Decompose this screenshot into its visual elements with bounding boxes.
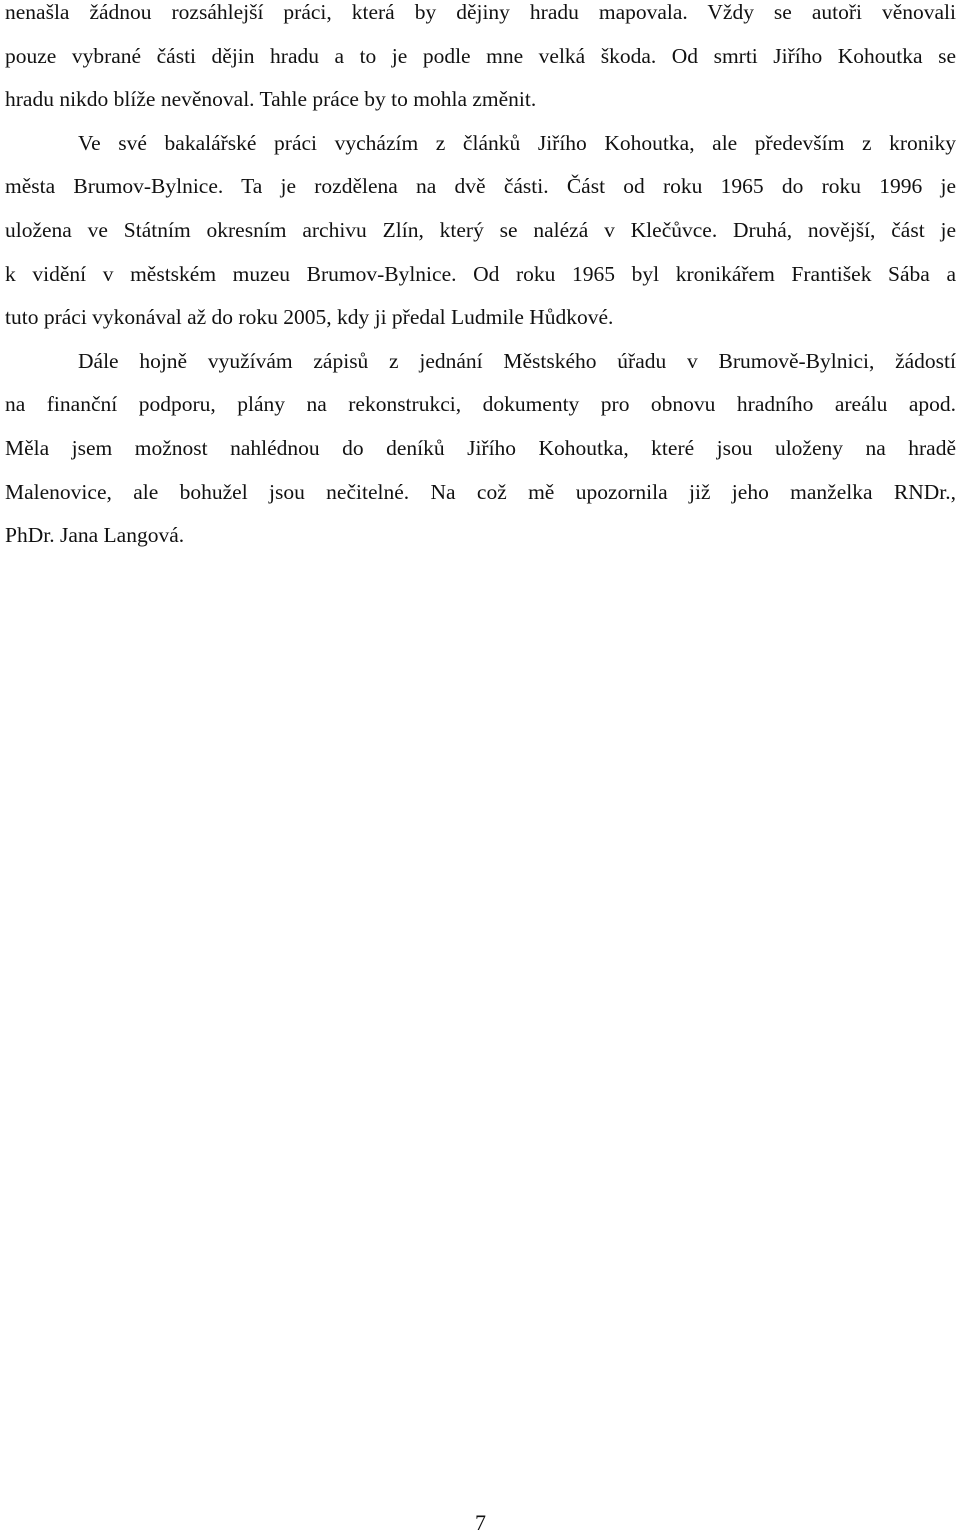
text-line: Měla jsem možnost nahlédnou do deníků Jiřího Kohoutka, které jsou uloženy na hradě: [5, 435, 956, 460]
body-text: [5, 0, 956, 566]
document-page: [5, 0, 956, 1537]
text-line: k vidění v městském muzeu Brumov-Bylnice. Od roku 1965 byl kronikářem František Sába a: [5, 261, 956, 286]
text-line: Dále hojně využívám zápisů z jednání Městského úřadu v Brumově-Bylnici, žádostí: [78, 348, 956, 373]
text-line: města Brumov-Bylnice. Ta je rozdělena na dvě části. Část od roku 1965 do roku 1996 je: [5, 174, 956, 199]
text-line: Malenovice, ale bohužel jsou nečitelné. Na což mě upozornila již jeho manželka RNDr.,: [5, 479, 956, 504]
page-number: 7: [475, 1510, 486, 1535]
text-line: nenašla žádnou rozsáhlejší práci, která by dějiny hradu mapovala. Vždy se autoři věnovali: [5, 0, 956, 24]
text-line: hradu nikdo blíže nevěnoval. Tahle práce by to mohla změnit.: [5, 87, 537, 112]
text-line: uložena ve Státním okresním archivu Zlín, který se nalézá v Klečůvce. Druhá, novější, část je: [5, 217, 956, 242]
text-line: na finanční podporu, plány na rekonstrukci, dokumenty pro obnovu hradního areálu apod.: [5, 392, 956, 417]
text-line: PhDr. Jana Langová.: [5, 523, 185, 548]
text-line: Ve své bakalářské práci vycházím z článků Jiřího Kohoutka, ale především z kroniky: [78, 130, 956, 155]
text-line: tuto práci vykonával až do roku 2005, kdy ji předal Ludmile Hůdkové.: [5, 305, 614, 330]
text-line: pouze vybrané části dějin hradu a to je podle mne velká škoda. Od smrti Jiřího Kohoutka se: [5, 43, 956, 68]
